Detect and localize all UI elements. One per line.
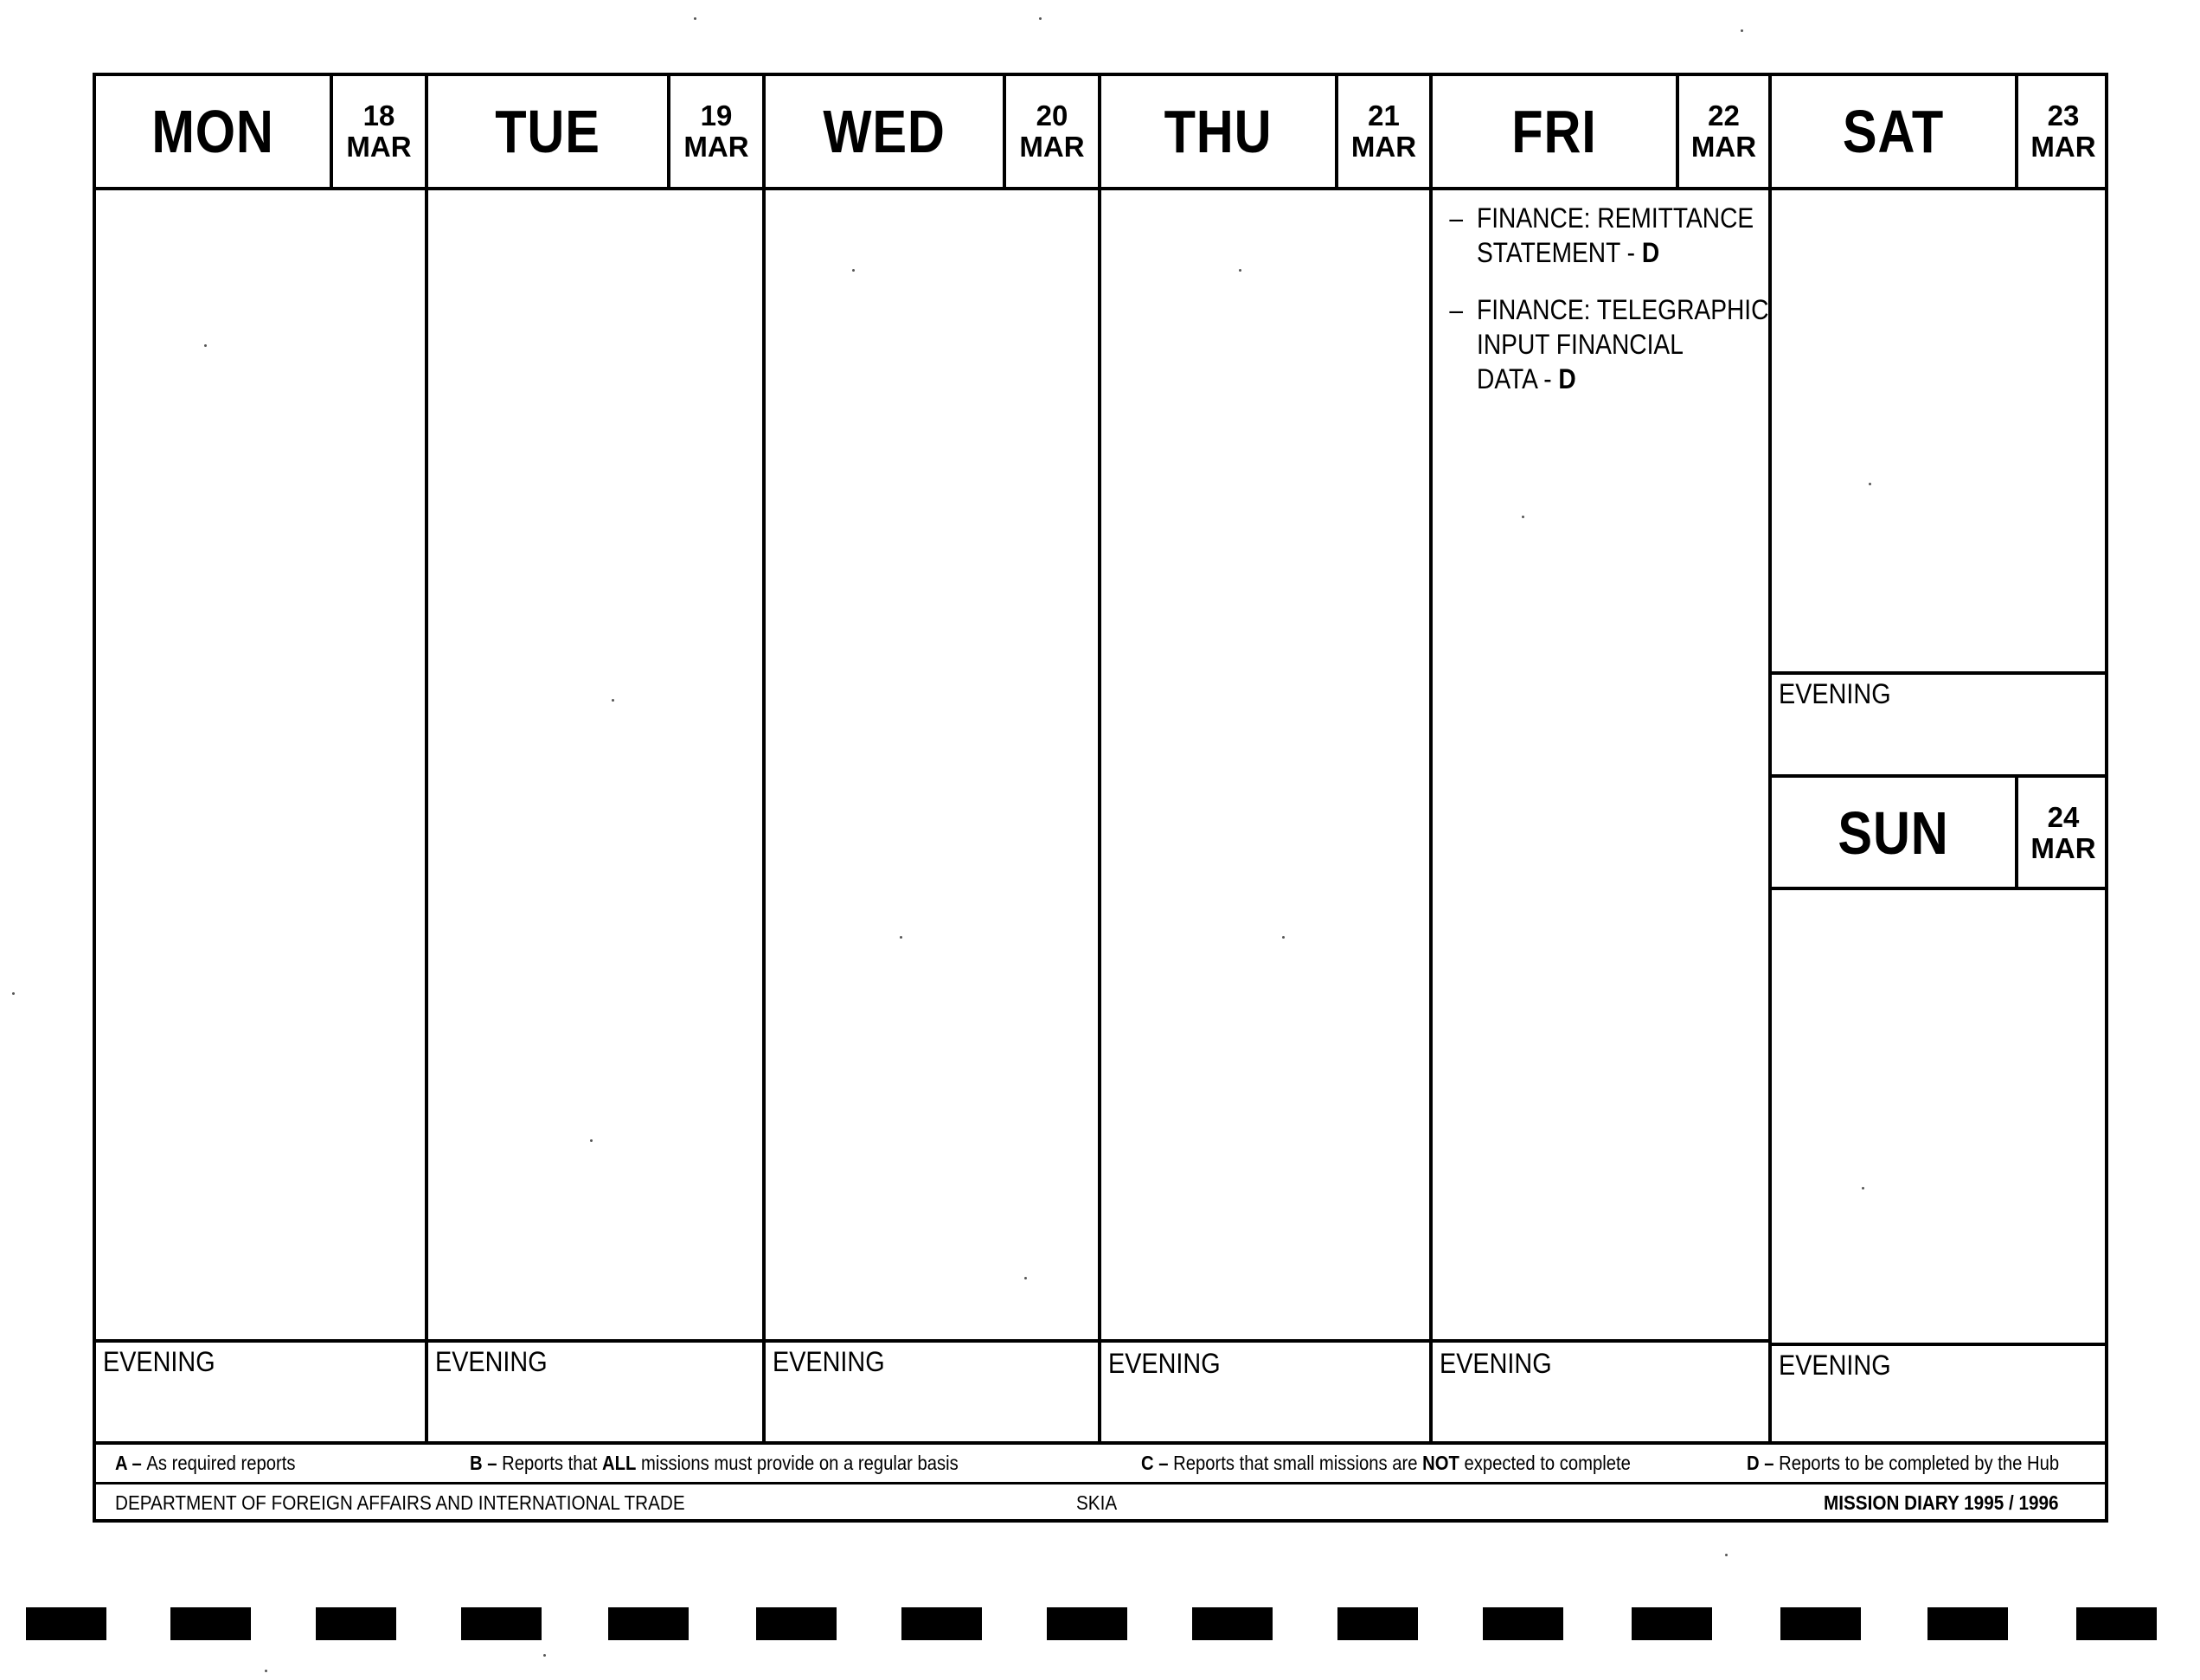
date-month: MAR [1350,131,1417,163]
date-day: 20 [1036,99,1068,131]
evening-label-sun: EVENING [1779,1350,1891,1381]
entry-line-with-code [1477,235,1754,270]
legend-text: Reports to be completed by the Hub [1779,1451,2060,1474]
scan-speck [852,269,855,272]
day-name-fri: FRI [1511,98,1597,165]
perforation-mark [26,1607,106,1640]
entry-line: INPUT FINANCIAL [1477,329,1684,360]
legend-text: Reports that [502,1451,603,1474]
entry-dash: – [1449,294,1463,325]
fri-entry-remittance [1449,201,1754,270]
perforation-mark [901,1607,982,1640]
date-wed [1006,76,1098,187]
header-divider [96,187,2105,190]
evening-label-fri: EVENING [1440,1348,1552,1379]
footer-diary-title: MISSION DIARY 1995 / 1996 [1824,1491,2059,1514]
scan-speck [265,1670,267,1672]
legend-row [96,1443,2105,1483]
date-sun [2018,778,2108,888]
entry-dash: – [1449,202,1463,234]
perforation-mark [1927,1607,2008,1640]
column-divider [1429,76,1433,1443]
evening-divider [96,1339,1772,1343]
sun-evening-divider [1768,1343,2105,1346]
scan-speck [543,1654,546,1657]
day-name-tue: TUE [495,98,600,165]
day-name-mon: MON [151,98,274,165]
scan-speck [1039,17,1042,20]
evening-label-mon: EVENING [103,1346,215,1377]
legend-key: B [470,1451,483,1474]
perforation-mark [1632,1607,1712,1640]
scan-speck [612,699,614,702]
date-tue [670,76,762,187]
legend-d [1747,1452,2059,1475]
column-divider [425,76,428,1443]
scan-speck [1862,1187,1864,1189]
scan-speck [900,936,902,939]
entry-code: D [1641,237,1660,268]
perforation-mark [2076,1607,2157,1640]
legend-text: As required reports [146,1451,296,1474]
legend-key: A [115,1451,127,1474]
legend-text: Reports that small missions are [1173,1451,1423,1474]
scan-speck [1869,483,1871,485]
scan-speck [204,344,207,347]
date-month: MAR [1019,131,1085,163]
perforation-mark [608,1607,689,1640]
fri-entry-telegraphic [1449,292,1769,396]
legend-sep: – [1759,1451,1780,1474]
perforation-mark [170,1607,251,1640]
perforation-mark [1337,1607,1418,1640]
scan-speck [590,1139,593,1142]
date-fri [1679,76,1768,187]
evening-label-thu: EVENING [1108,1348,1221,1379]
footer-row [96,1484,2105,1523]
legend-emphasis: ALL [602,1451,637,1474]
legend-text: expected to complete [1459,1451,1631,1474]
legend-emphasis: NOT [1422,1451,1459,1474]
column-divider [1098,76,1101,1443]
scan-speck [1725,1554,1728,1556]
scan-speck [1522,516,1524,518]
day-name-thu: THU [1164,98,1273,165]
footer-department: DEPARTMENT OF FOREIGN AFFAIRS AND INTERNATIONAL TRADE [115,1491,685,1514]
scan-speck [1282,936,1285,939]
legend-sep: – [482,1451,503,1474]
scan-speck [1024,1277,1027,1279]
date-thu [1338,76,1429,187]
scan-speck [12,992,15,995]
perforation-mark [1192,1607,1273,1640]
column-divider [762,76,766,1443]
date-month: MAR [346,131,412,163]
perforation-mark [1780,1607,1861,1640]
scan-speck [1239,269,1241,272]
sat-evening-divider [1768,671,2105,675]
date-day: 19 [700,99,733,131]
date-month: MAR [1690,131,1757,163]
diary-page [93,73,2108,1523]
perforation-mark [1483,1607,1563,1640]
legend-b [470,1452,959,1475]
scan-speck [694,17,696,20]
legend-text: missions must provide on a regular basis [636,1451,959,1474]
legend-sep: – [1153,1451,1174,1474]
entry-line: DATA - [1477,363,1559,394]
evening-label-sat: EVENING [1779,678,1891,709]
evening-label-tue: EVENING [435,1346,548,1377]
perforation-mark [461,1607,542,1640]
legend-sep: – [126,1451,147,1474]
entry-line: STATEMENT - [1477,237,1642,268]
entry-line-with-code [1477,362,1768,396]
date-mon [333,76,425,187]
date-day: 23 [2047,99,2080,131]
day-name-sun: SUN [1838,799,1949,867]
perforation-mark [1047,1607,1127,1640]
evening-label-wed: EVENING [773,1346,885,1377]
date-month: MAR [2030,832,2096,864]
legend-a [115,1452,296,1475]
date-month: MAR [683,131,749,163]
perforation-mark [756,1607,837,1640]
date-day: 24 [2047,801,2080,833]
day-name-sat: SAT [1842,98,1945,165]
date-sat [2018,76,2108,187]
legend-c [1141,1452,1631,1475]
day-name-wed: WED [823,98,946,165]
legend-key: D [1747,1451,1760,1474]
date-month: MAR [2030,131,2096,163]
date-day: 18 [362,99,395,131]
date-day: 21 [1368,99,1400,131]
entry-line: FINANCE: REMITTANCE [1477,202,1754,234]
scan-speck [1741,29,1743,32]
footer-center-code: SKIA [1076,1491,1118,1514]
entry-line: FINANCE: TELEGRAPHIC [1477,294,1769,325]
perforation-mark [316,1607,396,1640]
date-day: 22 [1708,99,1740,131]
entry-code: D [1558,363,1576,394]
column-divider [1768,76,1772,1443]
legend-key: C [1141,1451,1154,1474]
